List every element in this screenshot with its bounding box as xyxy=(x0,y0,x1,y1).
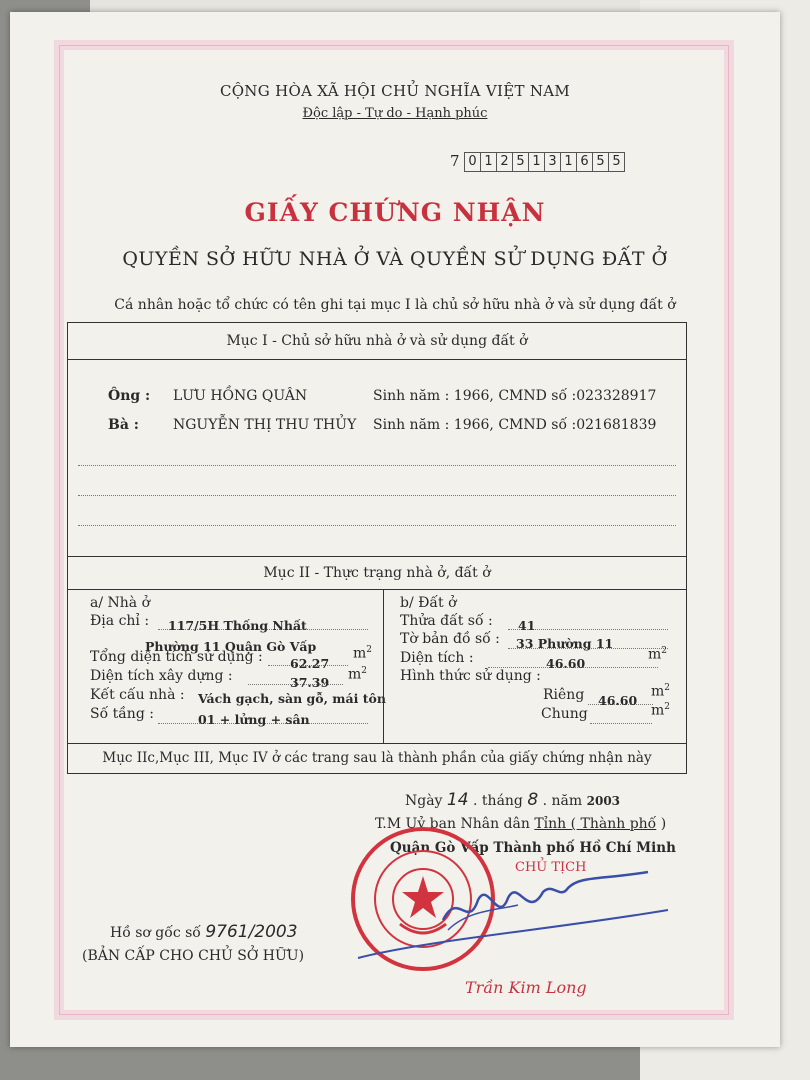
authority-district: Quận Gò Vấp Thành phố Hồ Chí Minh xyxy=(390,840,676,856)
address-line1: 117/5H Thống Nhất xyxy=(168,618,307,633)
floors-value: 01 + lửng + sân xyxy=(198,712,310,727)
authority-position: CHỦ TỊCH xyxy=(515,860,587,875)
unit: $m^2$ xyxy=(651,683,671,700)
owner-row xyxy=(108,417,139,433)
document-subtitle: QUYỀN SỞ HỮU NHÀ Ở VÀ QUYỀN SỬ DỤNG ĐẤT Ở xyxy=(122,248,668,270)
section2-heading: Mục II - Thực trạng nhà ở, đất ở xyxy=(263,565,491,581)
dotted-line xyxy=(590,723,652,724)
land-label: b/ Đất ở xyxy=(400,595,457,611)
serial-digit: 5 xyxy=(593,152,609,172)
date-year: 2003 xyxy=(586,794,621,808)
country-heading: CỘNG HÒA XÃ HỘI CHỦ NGHĨA VIỆT NAM xyxy=(219,82,571,100)
intro-text: Cá nhân hoặc tổ chức có tên ghi tại mục I là chủ sở hữu nhà ở và sử dụng đất ở xyxy=(114,297,676,313)
blank-line xyxy=(78,495,676,496)
serial-digit: 1 xyxy=(561,152,577,172)
date-day: 14 xyxy=(446,790,469,810)
signature xyxy=(348,870,678,960)
owner-name: NGUYỄN THỊ THU THỦY xyxy=(173,417,357,433)
serial-digit: 3 xyxy=(545,152,561,172)
issue-date: Ngày 14 . tháng 8 . năm 2003 xyxy=(405,790,621,810)
divider xyxy=(68,589,686,590)
house-label: a/ Nhà ở xyxy=(90,595,151,611)
serial-digit: 1 xyxy=(529,152,545,172)
motto: Độc lập - Tự do - Hạnh phúc xyxy=(302,106,488,121)
blank-line xyxy=(78,465,676,466)
private-value: 46.60 xyxy=(598,693,638,708)
unit: $m^2$ xyxy=(651,702,671,719)
owner-info: Sinh năm : 1966, CMND số :023328917 xyxy=(373,388,657,404)
serial-digit: 6 xyxy=(577,152,593,172)
file-number: Hồ sơ gốc số 9761/2003 xyxy=(110,922,298,942)
serial-digit: 5 xyxy=(513,152,529,172)
total-area-value: 62.27 xyxy=(290,656,330,671)
signer-name: Trần Kim Long xyxy=(465,978,587,997)
private-label: Riêng xyxy=(543,687,585,703)
document-title: GIẤY CHỨNG NHẬN xyxy=(244,198,546,227)
shared-label: Chung xyxy=(541,706,588,722)
owner-row xyxy=(108,388,150,404)
usage-label: Hình thức sử dụng : xyxy=(400,668,541,684)
built-area-label: Diện tích xây dựng : xyxy=(90,668,233,684)
authority-line: T.M Uỷ ban Nhân dân Tỉnh ( Thành phố ) xyxy=(375,816,667,832)
blank-line xyxy=(78,525,676,526)
serial-number xyxy=(450,152,625,172)
structure-label: Kết cấu nhà : xyxy=(90,687,185,703)
area-label: Diện tích : xyxy=(400,650,474,666)
owner-name: LƯU HỒNG QUÂN xyxy=(173,388,308,404)
footer-note: Mục IIc,Mục III, Mục IV ở các trang sau là thành phần của giấy chứng nhận này xyxy=(102,750,652,766)
owner-title: Ông : xyxy=(108,388,151,404)
divider xyxy=(68,556,686,557)
address-label: Địa chỉ : xyxy=(90,613,150,629)
file-number-value: 9761/2003 xyxy=(205,922,298,942)
serial-digit: 2 xyxy=(497,152,513,172)
unit: $m^2$ xyxy=(348,666,368,683)
serial-digit: 5 xyxy=(609,152,625,172)
map-label: Tờ bản đồ số : xyxy=(400,631,500,647)
floors-label: Số tầng : xyxy=(90,706,154,722)
date-month: 8 xyxy=(527,790,539,810)
address-line2: Phường 11 Quận Gò Vấp xyxy=(145,639,317,654)
plot-label: Thửa đất số : xyxy=(400,613,493,629)
owner-info: Sinh năm : 1966, CMND số :021681839 xyxy=(373,417,657,433)
copy-note: (BẢN CẤP CHO CHỦ SỞ HỮU) xyxy=(82,948,305,964)
area-value: 46.60 xyxy=(546,656,586,671)
serial-prefix: 7 xyxy=(450,152,460,170)
owner-title: Bà : xyxy=(108,417,139,433)
unit: $m^2$ xyxy=(648,646,668,663)
certificate-page xyxy=(10,12,780,1047)
section1-heading: Mục I - Chủ sở hữu nhà ở và sử dụng đất ở xyxy=(226,333,528,349)
structure-value: Vách gạch, sàn gỗ, mái tôn xyxy=(198,691,386,706)
certificate-table xyxy=(67,322,687,774)
divider xyxy=(68,743,686,744)
map-value: 33 Phường 11 xyxy=(516,636,614,651)
built-area-value: 37.39 xyxy=(290,675,330,690)
unit: $m^2$ xyxy=(353,645,373,662)
serial-digit: 1 xyxy=(481,152,497,172)
serial-digit: 0 xyxy=(464,152,481,172)
column-divider xyxy=(383,589,384,743)
divider xyxy=(68,359,686,360)
plot-value: 41 xyxy=(518,618,536,633)
total-area-label: Tổng diện tích sử dụng : xyxy=(90,649,263,665)
